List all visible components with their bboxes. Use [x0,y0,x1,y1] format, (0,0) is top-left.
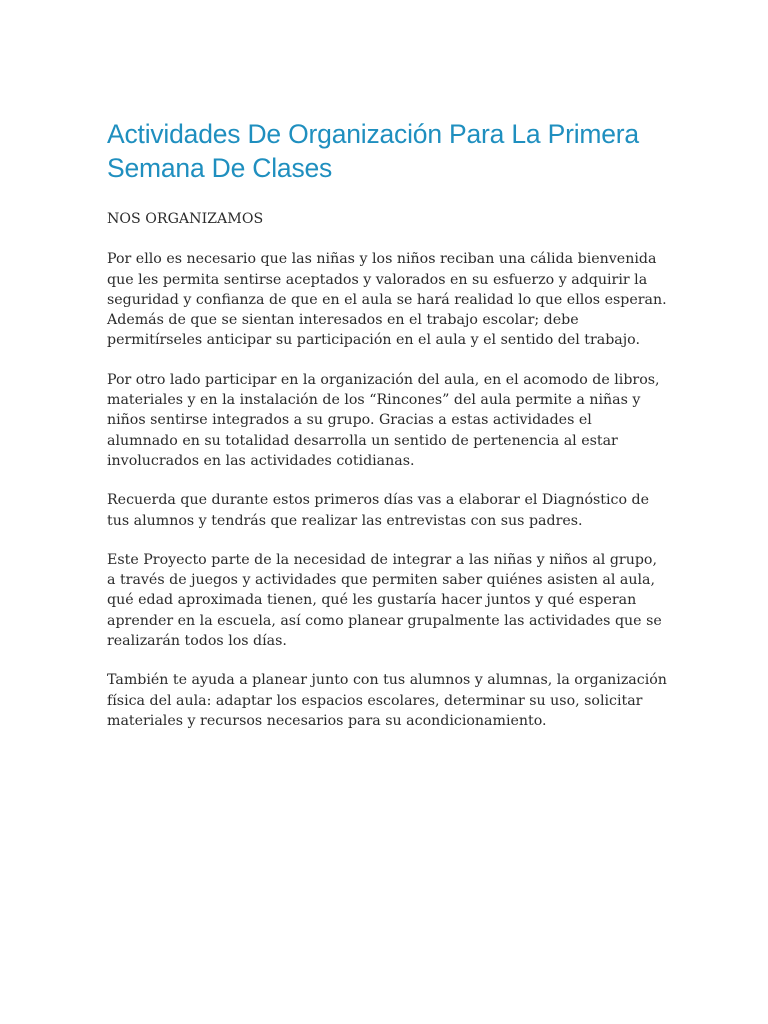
paragraph-5: También te ayuda a planear junto con tus alumnos y alumnas, la organización física del aula: adaptar los espacios escolares, determinar su uso, solicitar materiales y recursos necesarios para su acondicionamiento. [107,672,667,729]
paragraph-2: Por otro lado participar en la organización del aula, en el acomodo de libros, materiales y en la instalación de los “Rincones” del aula permite a niñas y niños sentirse integrados a su grupo. Gracias a estas actividades el alumnado en su totalidad desarrolla un sentido de pertenencia al estar involucrados en las actividades cotidianas. [107,371,660,469]
section-heading: NOS ORGANIZAMOS [107,211,264,227]
document-title: Actividades De Organización Para La Primera Semana De Clases [107,119,639,183]
paragraph-1: Por ello es necesario que las niñas y los niños reciban una cálida bienvenida que les permita sentirse aceptados y valorados en su esfuerzo y adquirir la seguridad y confianza de que en el aula se hará realidad lo que ellos esperan. Además de que se sientan interesados en el trabajo escolar; debe permitírseles anticipar su participación en el aula y el sentido del trabajo. [107,251,667,349]
paragraph-4: Este Proyecto parte de la necesidad de integrar a las niñas y niños al grupo, a través de juegos y actividades que permiten saber quiénes asisten al aula, qué edad aproximada tienen, qué les gustaría hacer juntos y qué esperan aprender en la escuela, así como planear grupalmente las actividades que se realizarán todos los días. [107,551,662,650]
paragraph-3: Recuerda que durante estos primeros días vas a elaborar el Diagnóstico de tus alumnos y tendrás que realizar las entrevistas con sus padres. [107,492,650,529]
document-page [107,117,667,750]
